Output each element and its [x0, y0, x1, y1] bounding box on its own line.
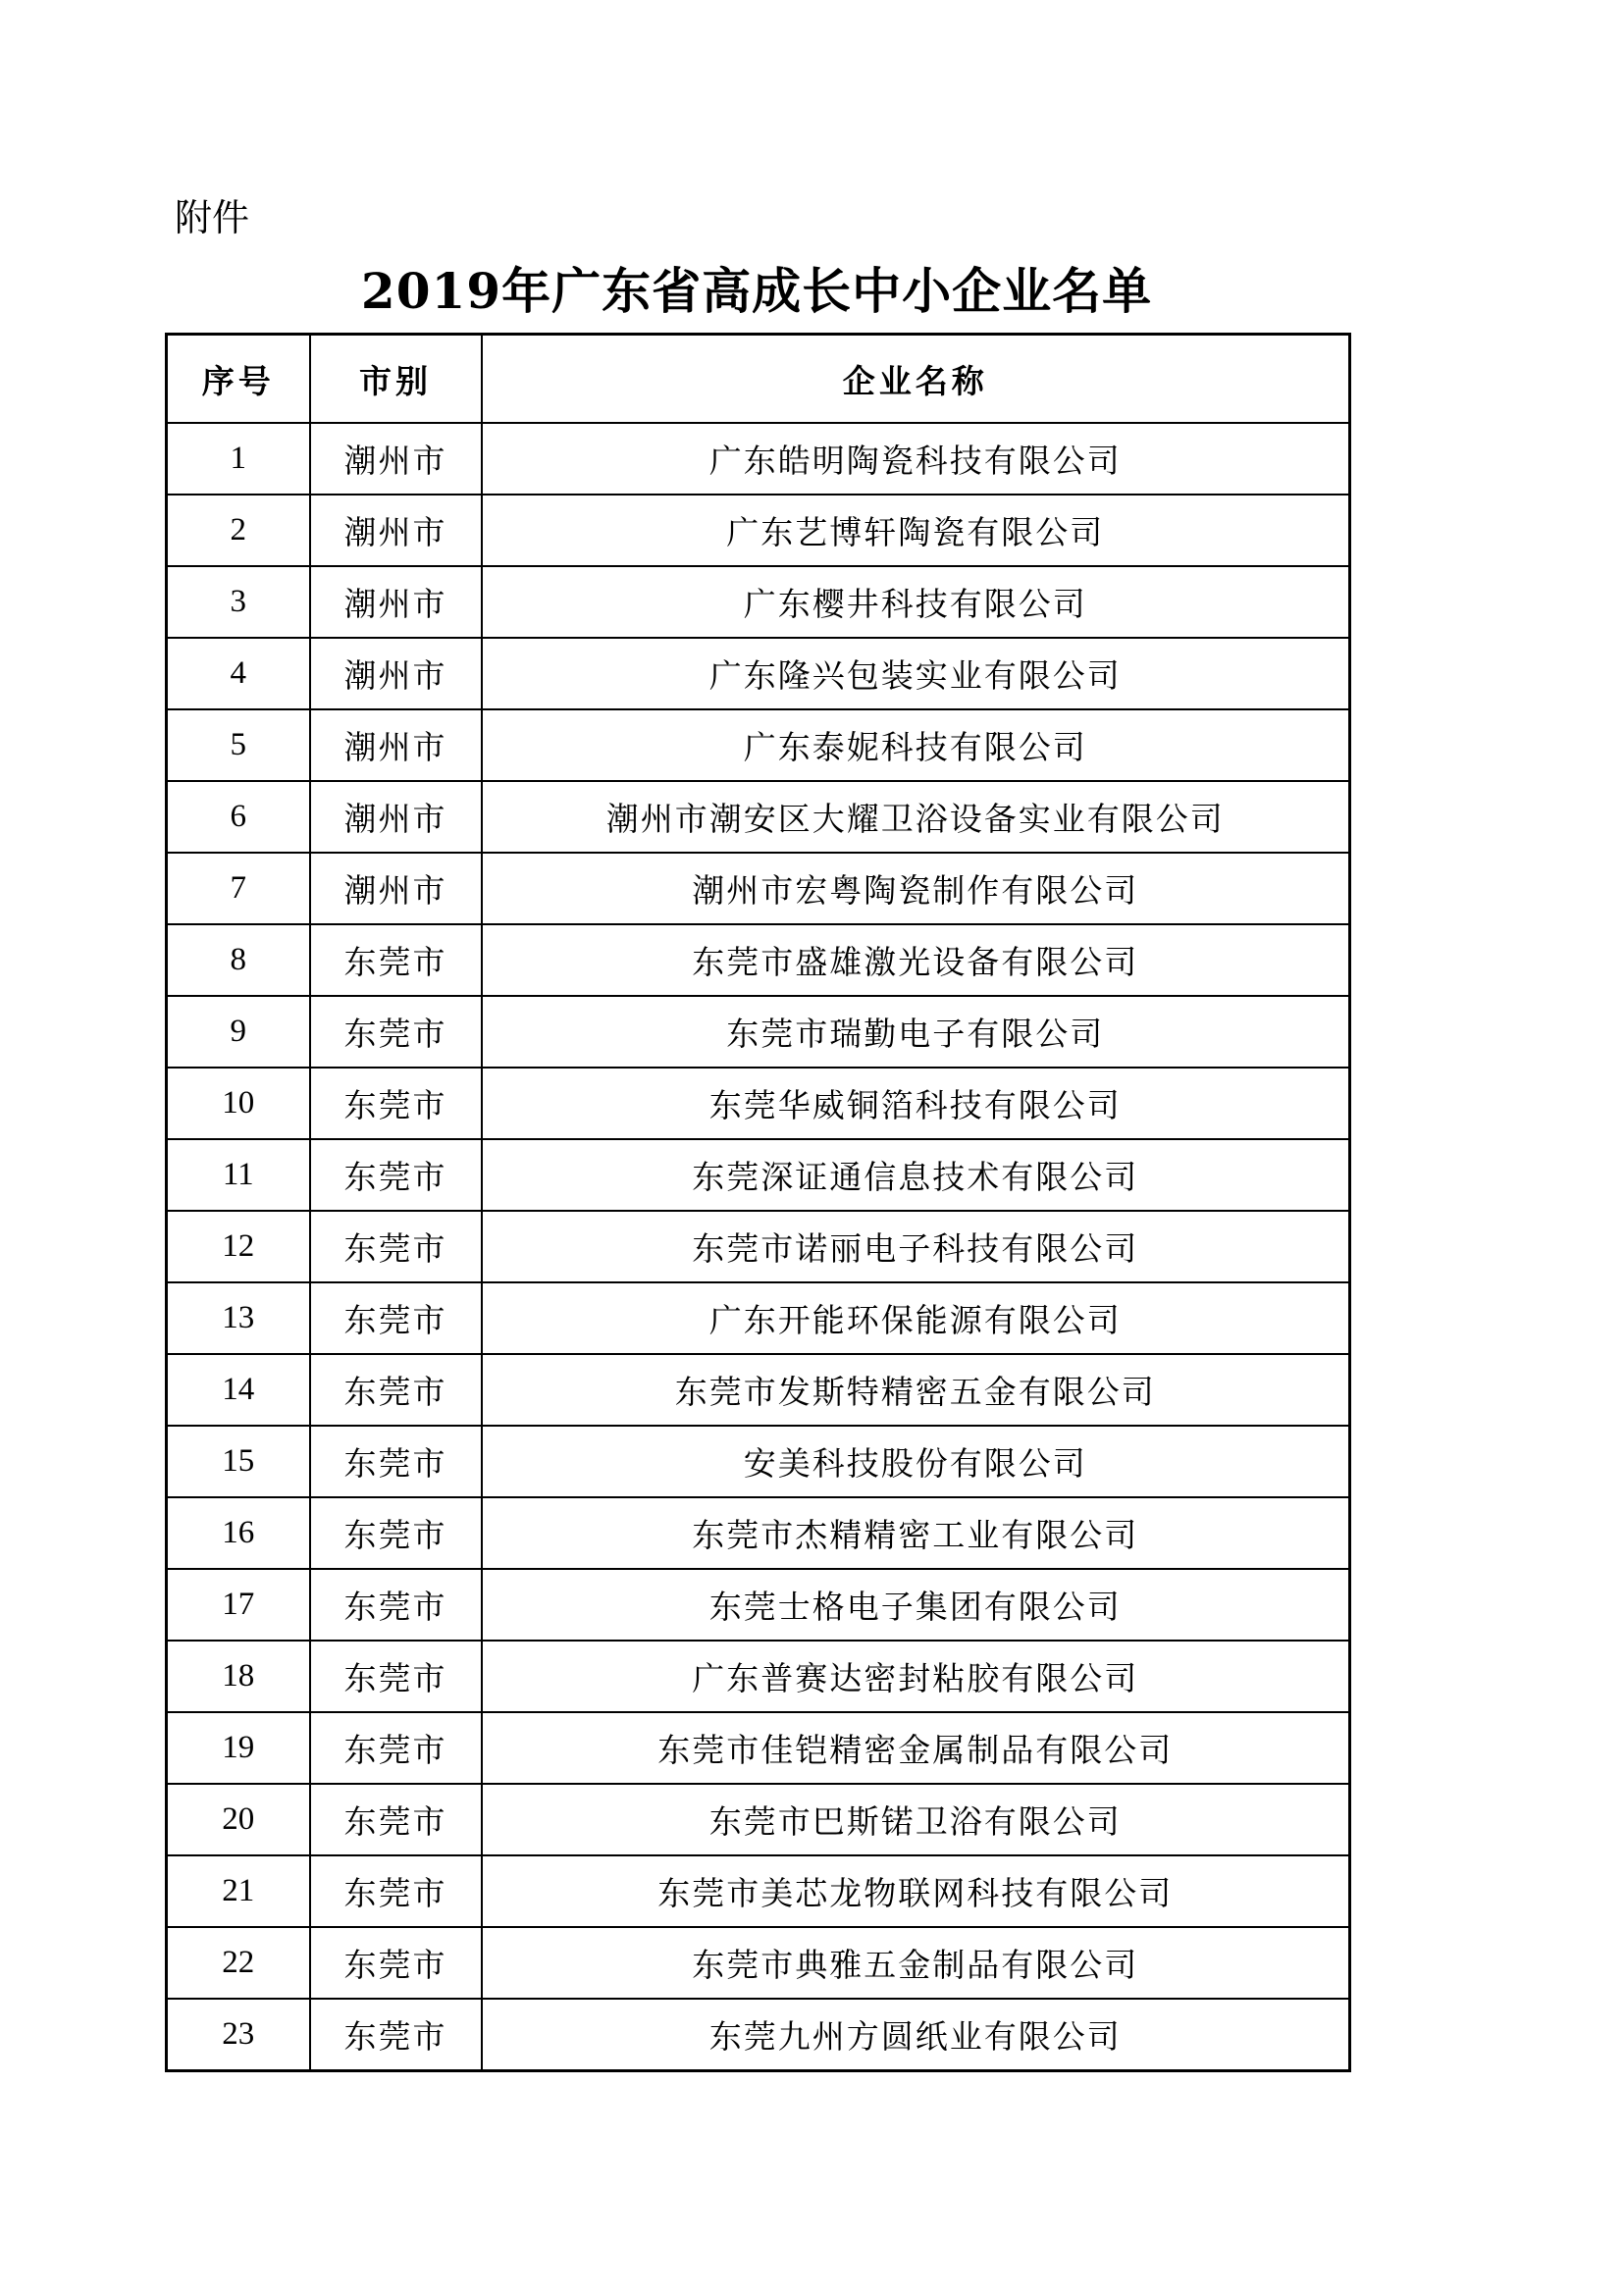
table-row [167, 996, 1350, 1068]
table-row [167, 1139, 1350, 1211]
table-row [167, 1354, 1350, 1426]
company-name-cell: 东莞深证通信息技术有限公司 [482, 1139, 1350, 1211]
company-name-cell: 东莞市盛雄激光设备有限公司 [482, 924, 1350, 996]
table-row [167, 566, 1350, 638]
serial-number-cell: 16 [167, 1497, 310, 1569]
serial-number-cell: 13 [167, 1282, 310, 1354]
company-name-cell: 广东皓明陶瓷科技有限公司 [482, 423, 1350, 495]
table-row [167, 1641, 1350, 1712]
city-cell: 东莞市 [310, 1139, 482, 1211]
company-name-cell: 广东隆兴包装实业有限公司 [482, 638, 1350, 709]
table-row [167, 1211, 1350, 1282]
city-cell: 东莞市 [310, 924, 482, 996]
document-title: 2019年广东省高成长中小企业名单 [360, 262, 1153, 320]
serial-number-cell: 21 [167, 1855, 310, 1927]
table-row [167, 853, 1350, 924]
city-cell: 东莞市 [310, 1712, 482, 1784]
table-row [167, 1999, 1350, 2071]
serial-number-cell: 12 [167, 1211, 310, 1282]
table-row [167, 1927, 1350, 1999]
company-name-cell: 东莞市杰精精密工业有限公司 [482, 1497, 1350, 1569]
serial-number-cell: 20 [167, 1784, 310, 1855]
table-row [167, 1282, 1350, 1354]
header-company-name: 企业名称 [482, 335, 1350, 424]
company-name-cell: 东莞士格电子集团有限公司 [482, 1569, 1350, 1641]
table-row [167, 781, 1350, 853]
serial-number-cell: 7 [167, 853, 310, 924]
company-name-cell: 广东樱井科技有限公司 [482, 566, 1350, 638]
city-cell: 东莞市 [310, 1497, 482, 1569]
table-row [167, 1426, 1350, 1497]
serial-number-cell: 4 [167, 638, 310, 709]
company-name-cell: 安美科技股份有限公司 [482, 1426, 1350, 1497]
city-cell: 东莞市 [310, 1569, 482, 1641]
city-cell: 东莞市 [310, 1784, 482, 1855]
table-row [167, 1497, 1350, 1569]
enterprise-table [165, 333, 1351, 2072]
header-city: 市别 [310, 335, 482, 424]
company-name-cell: 东莞市佳铠精密金属制品有限公司 [482, 1712, 1350, 1784]
company-name-cell: 潮州市宏粤陶瓷制作有限公司 [482, 853, 1350, 924]
city-cell: 东莞市 [310, 1211, 482, 1282]
company-name-cell: 广东开能环保能源有限公司 [482, 1282, 1350, 1354]
serial-number-cell: 18 [167, 1641, 310, 1712]
city-cell: 东莞市 [310, 1641, 482, 1712]
city-cell: 东莞市 [310, 1999, 482, 2071]
city-cell: 潮州市 [310, 781, 482, 853]
city-cell: 潮州市 [310, 566, 482, 638]
company-name-cell: 广东普赛达密封粘胶有限公司 [482, 1641, 1350, 1712]
company-name-cell: 东莞市巴斯锘卫浴有限公司 [482, 1784, 1350, 1855]
company-name-cell: 东莞市典雅五金制品有限公司 [482, 1927, 1350, 1999]
city-cell: 东莞市 [310, 1855, 482, 1927]
table-row [167, 1712, 1350, 1784]
city-cell: 潮州市 [310, 495, 482, 566]
serial-number-cell: 2 [167, 495, 310, 566]
serial-number-cell: 10 [167, 1068, 310, 1139]
table-row [167, 423, 1350, 495]
table-body [167, 423, 1350, 2071]
company-name-cell: 东莞市发斯特精密五金有限公司 [482, 1354, 1350, 1426]
city-cell: 东莞市 [310, 996, 482, 1068]
serial-number-cell: 5 [167, 709, 310, 781]
serial-number-cell: 11 [167, 1139, 310, 1211]
serial-number-cell: 8 [167, 924, 310, 996]
city-cell: 潮州市 [310, 423, 482, 495]
company-name-cell: 东莞市诺丽电子科技有限公司 [482, 1211, 1350, 1282]
serial-number-cell: 15 [167, 1426, 310, 1497]
table-header [167, 335, 1350, 424]
city-cell: 潮州市 [310, 638, 482, 709]
city-cell: 东莞市 [310, 1068, 482, 1139]
serial-number-cell: 19 [167, 1712, 310, 1784]
city-cell: 东莞市 [310, 1282, 482, 1354]
header-serial-number: 序号 [167, 335, 310, 424]
serial-number-cell: 23 [167, 1999, 310, 2071]
serial-number-cell: 1 [167, 423, 310, 495]
city-cell: 潮州市 [310, 709, 482, 781]
company-name-cell: 东莞市美芯龙物联网科技有限公司 [482, 1855, 1350, 1927]
company-name-cell: 东莞九州方圆纸业有限公司 [482, 1999, 1350, 2071]
table-row [167, 924, 1350, 996]
table-row [167, 1784, 1350, 1855]
header-row [167, 335, 1350, 424]
city-cell: 东莞市 [310, 1354, 482, 1426]
serial-number-cell: 17 [167, 1569, 310, 1641]
table-row [167, 638, 1350, 709]
city-cell: 潮州市 [310, 853, 482, 924]
serial-number-cell: 22 [167, 1927, 310, 1999]
serial-number-cell: 9 [167, 996, 310, 1068]
city-cell: 东莞市 [310, 1927, 482, 1999]
table-row [167, 1569, 1350, 1641]
city-cell: 东莞市 [310, 1426, 482, 1497]
table-row [167, 709, 1350, 781]
table-row [167, 1068, 1350, 1139]
serial-number-cell: 6 [167, 781, 310, 853]
serial-number-cell: 3 [167, 566, 310, 638]
company-name-cell: 广东泰妮科技有限公司 [482, 709, 1350, 781]
table-row [167, 1855, 1350, 1927]
company-name-cell: 东莞华威铜箔科技有限公司 [482, 1068, 1350, 1139]
company-name-cell: 广东艺博轩陶瓷有限公司 [482, 495, 1350, 566]
serial-number-cell: 14 [167, 1354, 310, 1426]
table-row [167, 495, 1350, 566]
attachment-label: 附件 [175, 196, 250, 239]
company-name-cell: 潮州市潮安区大耀卫浴设备实业有限公司 [482, 781, 1350, 853]
company-name-cell: 东莞市瑞勤电子有限公司 [482, 996, 1350, 1068]
